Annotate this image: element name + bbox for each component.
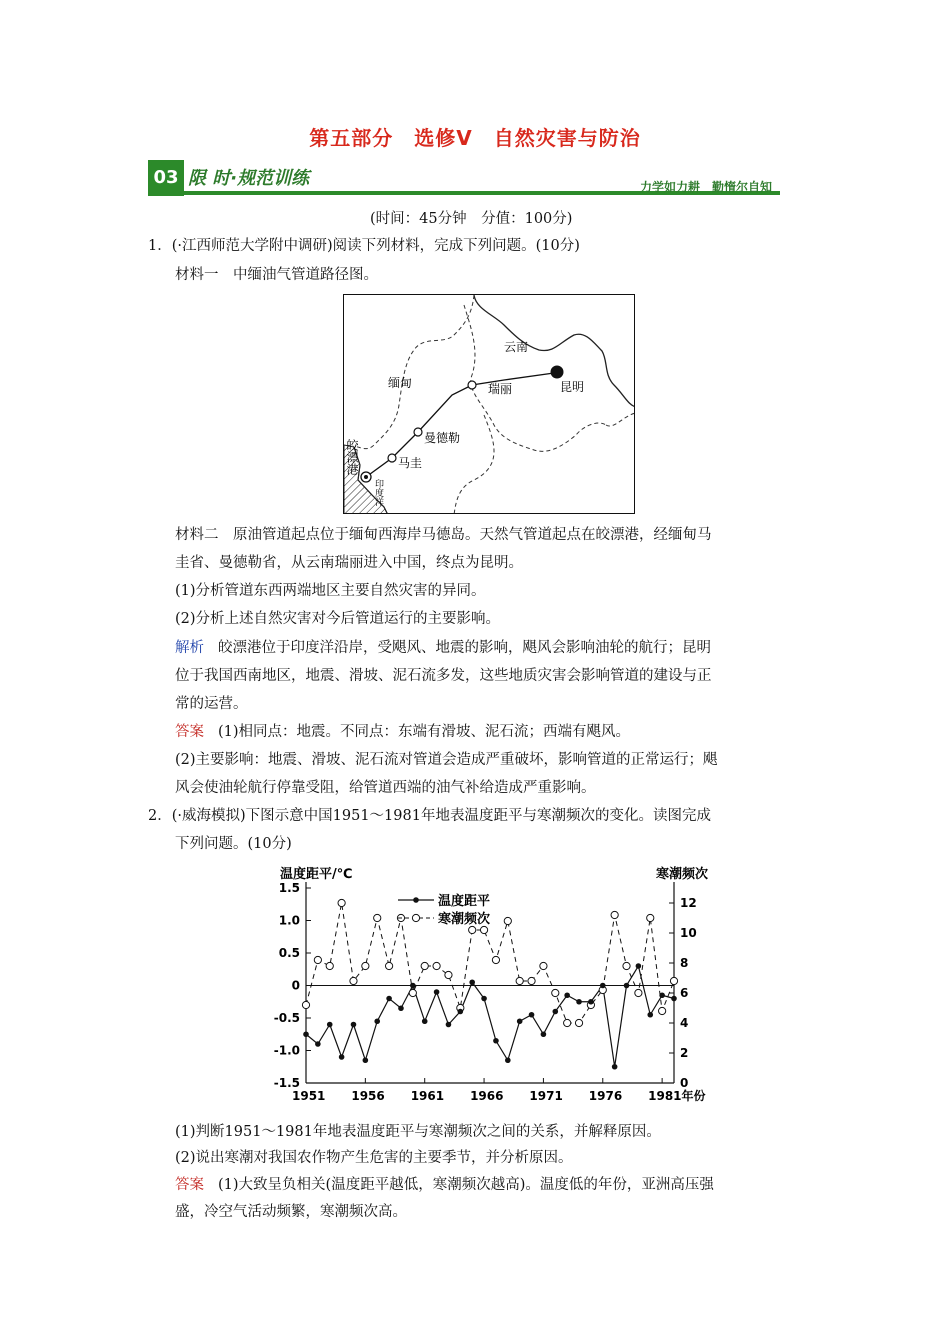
temperature-point [398,1005,404,1011]
label-ruili: 瑞丽 [488,382,513,396]
coldwave-point [350,977,357,984]
y-right-tick-label: 6 [680,986,689,1000]
temperature-point [636,963,642,969]
y-right-tick-label: 12 [680,896,697,910]
y-right-label: 寒潮频次 [655,867,708,882]
label-kunming: 昆明 [560,380,585,394]
legend-coldwave-marker [412,914,419,921]
myanmar-west-border [354,295,474,449]
temperature-point [505,1057,511,1063]
temperature-point [422,1018,428,1024]
y-left-tick-label: 0.5 [278,946,300,960]
coldwave-point [492,956,499,963]
y-right-tick-label: 10 [680,926,697,940]
label-mandalay: 曼德勒 [424,431,461,445]
label-ocean: 印度洋 [373,479,383,506]
answer-label: 答案 [175,724,204,740]
temperature-point [386,996,392,1002]
coldwave-point [480,926,487,933]
coldwave-point [409,989,416,996]
coldwave-point [611,911,618,918]
temperature-point [434,989,440,995]
analysis-text: 皎漂港位于印度洋沿岸，受飓风、地震的影响，飓风会影响油轮的航行；昆明 [218,640,711,656]
y-left-tick-label: 0 [291,978,300,993]
q1-sub2: (2)分析上述自然灾害对今后管道运行的主要影响。 [175,611,501,627]
y-right-tick-label: 0 [680,1076,689,1090]
temperature-point [624,983,630,989]
coldwave-point [659,1007,666,1014]
answer-text: (1)相同点：地震。不同点：东端有滑坡、泥石流；西端有飓风。 [218,724,631,740]
q1-answer-line2: (2)主要影响：地震、滑坡、泥石流对管道会造成严重破坏，影响管道的正常运行；飓 [175,752,718,768]
q1-stem: 1．(·江西师范大学附中调研)阅读下列材料，完成下列问题。(10分) [148,238,580,254]
x-tick-label: 1966 [470,1089,504,1103]
x-tick-label: 1981年份 [648,1089,706,1103]
temperature-point [303,1031,309,1037]
x-tick-label: 1976 [588,1089,623,1103]
temperature-point [458,1009,464,1015]
temperature-point [481,996,487,1002]
temperature-point [564,992,570,998]
q2-answer-label: 答案 [175,1177,204,1193]
coldwave-point [504,917,511,924]
coldwave-point [623,962,630,969]
chart-svg [262,860,722,1105]
coldwave-point [326,962,333,969]
temperature-point [612,1064,618,1070]
banner-motto: 力学如力耕 勤惰尔自知 [639,180,772,194]
temperature-point [600,983,606,989]
series-temperature-line [306,966,674,1067]
q2-sub2: (2)说出寒潮对我国农作物产生危害的主要季节，并分析原因。 [175,1150,573,1166]
q1-analysis-line3: 常的运营。 [175,696,248,712]
coldwave-point [528,977,535,984]
legend-coldwave-label: 寒潮频次 [438,912,491,927]
section-title: 限 时·规范训练 [188,168,310,189]
label-magway: 马圭 [398,456,423,470]
coldwave-point [302,1001,309,1008]
q1-analysis-line2: 位于我国西南地区，地震、滑坡、泥石流多发，这些地质灾害会影响管道的建设与正 [175,668,712,684]
x-tick-label: 1961 [410,1089,445,1103]
temperature-point [315,1041,321,1047]
y-left-tick-label: -1.5 [273,1076,300,1090]
coldwave-point [445,971,452,978]
analysis-label: 解析 [175,640,204,656]
q2-answer-text: (1)大致呈负相关(温度距平越低，寒潮频次越高)。温度低的年份，亚洲高压强 [218,1177,714,1193]
legend-temperature-label: 温度距平 [438,894,491,909]
coldwave-point [564,1019,571,1026]
temperature-point [446,1022,452,1028]
q2-stem-line2: 下列问题。(10分) [175,836,292,852]
temperature-point [493,1038,499,1044]
q2-stem-line1: 2．(·威海模拟)下图示意中国1951～1981年地表温度距平与寒潮频次的变化。读图完成 [148,808,711,824]
y-left-tick-label: 1.0 [278,913,300,928]
coldwave-point [433,962,440,969]
coldwave-point [314,956,321,963]
pipeline-map-svg [344,295,635,514]
section-banner [148,160,780,198]
temperature-point [327,1022,333,1028]
q1-material2-line2: 圭省、曼德勒省，从云南瑞丽进入中国，终点为昆明。 [175,555,523,571]
temperature-point [552,1009,558,1015]
q2-sub1: (1)判断1951～1981年地表温度距平与寒潮频次之间的关系，并解释原因。 [175,1124,661,1140]
label-kyaukphyu: 皎漂港 [345,439,359,475]
thailand-border [454,415,494,514]
pipeline-map [343,294,635,514]
magway-marker [388,454,396,462]
vietnam-border [606,413,635,426]
y-left-tick-label: 1.5 [278,881,300,895]
time-info: (时间：45分钟 分值：100分) [370,211,573,227]
y-right-tick-label: 4 [680,1016,689,1030]
coldwave-point [540,962,547,969]
laos-border [464,305,606,451]
coldwave-point [362,962,369,969]
y-left-label: 温度距平/℃ [280,867,353,882]
coldwave-point [575,1019,582,1026]
x-tick-label: 1956 [351,1089,385,1103]
coldwave-point [374,914,381,921]
q1-sub1: (1)分析管道东西两端地区主要自然灾害的异同。 [175,583,486,599]
y-right-tick-label: 8 [680,956,689,970]
legend-temperature-marker [413,897,419,903]
coldwave-point [552,989,559,996]
temperature-point [374,1018,380,1024]
coldwave-point [647,914,654,921]
coldwave-point [469,926,476,933]
temperature-point [671,996,677,1002]
temperature-point [517,1018,523,1024]
temperature-point [363,1057,369,1063]
temperature-point [339,1054,345,1060]
coldwave-point [635,989,642,996]
q1-material1: 材料一 中缅油气管道路径图。 [175,267,378,283]
temperature-point [647,1012,653,1018]
temperature-point [659,992,665,998]
page-title: 第五部分 选修Ⅴ 自然灾害与防治 [309,126,641,150]
temperature-point [469,979,475,985]
coldwave-point [421,962,428,969]
x-tick-label: 1951 [292,1089,326,1103]
y-left-tick-label: -1.0 [273,1043,300,1058]
coldwave-point [338,899,345,906]
y-left-tick-label: -0.5 [273,1011,300,1025]
temperature-point [588,999,594,1005]
temperature-coldwave-chart [262,860,722,1109]
mandalay-marker [414,428,422,436]
kyaukphyu-marker-dot [364,475,368,479]
q1-material2-line1: 材料二 原油管道起点位于缅甸西海岸马德岛。天然气管道起点在皎漂港，经缅甸马 [175,527,712,543]
temperature-point [410,983,416,989]
q1-answer-line1 [175,722,630,742]
temperature-point [351,1022,357,1028]
q1-answer-line3: 风会使油轮航行停靠受阻，给管道西端的油气补给造成严重影响。 [175,780,596,796]
coldwave-point [670,977,677,984]
temperature-point [541,1031,547,1037]
kunming-marker [551,366,564,379]
temperature-point [529,1012,535,1018]
coldwave-point [385,962,392,969]
q2-answer-line2: 盛，冷空气活动频繁，寒潮频次高。 [175,1204,407,1220]
temperature-point [576,999,582,1005]
label-myanmar: 缅甸 [388,376,413,390]
y-right-tick-label: 2 [680,1046,689,1060]
q1-analysis-line1 [175,638,711,658]
x-tick-label: 1971 [529,1089,563,1103]
label-yunnan: 云南 [504,340,529,354]
q2-answer-line1 [175,1175,714,1195]
coldwave-point [516,977,523,984]
ruili-marker [468,381,476,389]
section-number-badge: 03 [148,160,184,196]
